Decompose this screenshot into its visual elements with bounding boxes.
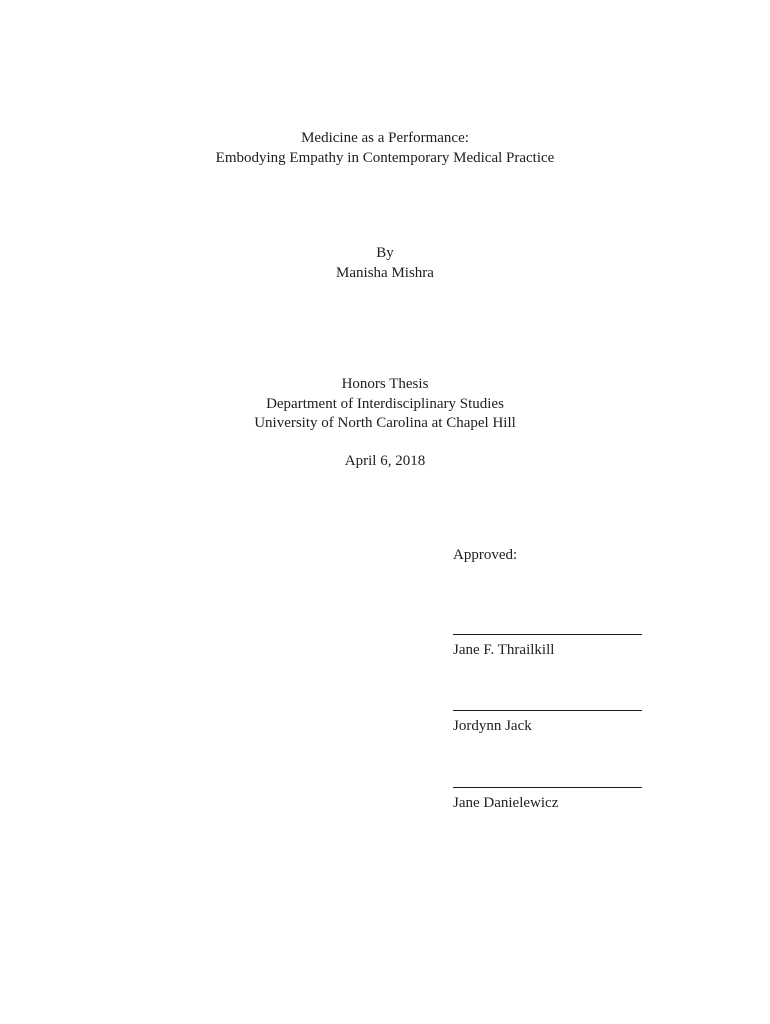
thesis-type: Honors Thesis <box>341 376 429 392</box>
thesis-date: April 6, 2018 <box>344 453 426 469</box>
by-label: By <box>376 245 394 261</box>
title-line-1: Medicine as a Performance: <box>301 130 469 146</box>
signature-line-1 <box>453 634 642 635</box>
approved-label: Approved: <box>453 547 518 563</box>
department-name: Department of Interdisciplinary Studies <box>266 396 504 412</box>
title-line-2: Embodying Empathy in Contemporary Medical Practice <box>215 150 555 166</box>
university-name: University of North Carolina at Chapel Hill <box>254 415 516 431</box>
signatory-name-1: Jane F. Thrailkill <box>453 642 555 658</box>
signature-line-3 <box>453 787 642 788</box>
signatory-name-2: Jordynn Jack <box>453 718 532 734</box>
author-name: Manisha Mishra <box>336 265 434 281</box>
signature-line-2 <box>453 710 642 711</box>
signatory-name-3: Jane Danielewicz <box>453 795 559 811</box>
